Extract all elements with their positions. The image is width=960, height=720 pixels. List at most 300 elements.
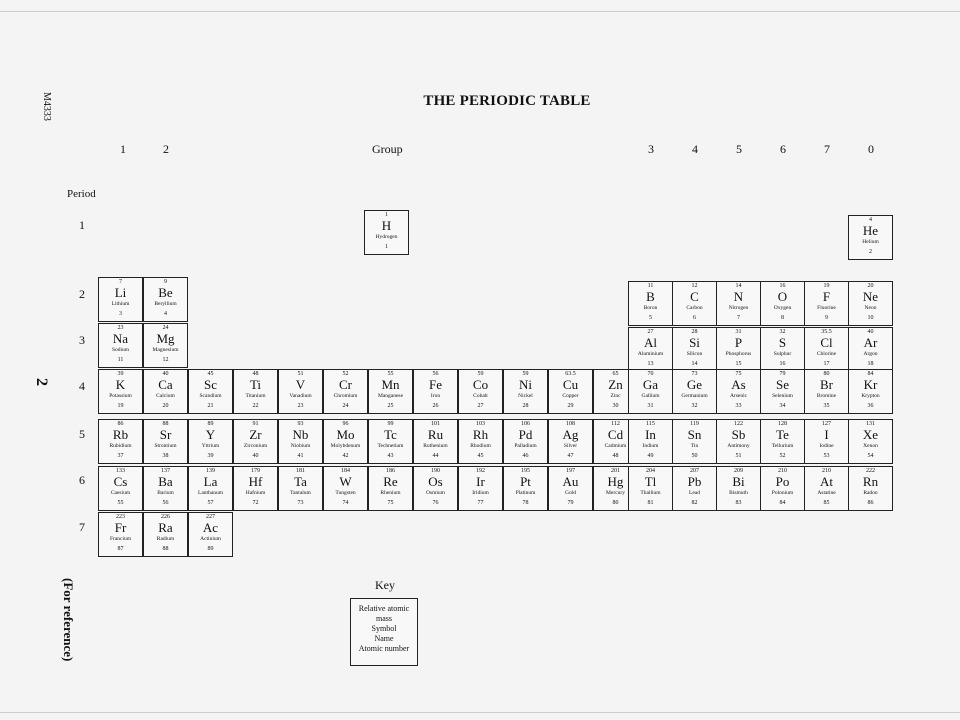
- element-mass: 89: [207, 421, 214, 427]
- element-name: Barium: [157, 490, 174, 496]
- element-name: Hafnium: [245, 490, 266, 496]
- element-mass: 80: [823, 371, 830, 377]
- element-number: 9: [825, 315, 828, 321]
- element-mass: 23: [117, 325, 124, 331]
- element-cell-o: [760, 281, 805, 326]
- element-number: 54: [867, 453, 874, 459]
- element-number: 80: [612, 500, 619, 506]
- element-cell-al: [628, 327, 673, 372]
- element-number: 15: [735, 361, 742, 367]
- element-number: 75: [387, 500, 394, 506]
- element-mass: 101: [431, 421, 440, 427]
- element-symbol: Xe: [862, 427, 879, 442]
- element-cell-b: [628, 281, 673, 326]
- element-name: Selenium: [772, 393, 793, 399]
- element-name: Vanadium: [289, 393, 312, 399]
- element-name: Bromine: [816, 393, 837, 399]
- element-cell-pt: [503, 466, 548, 511]
- element-number: 21: [207, 403, 214, 409]
- element-symbol: Sb: [731, 427, 746, 442]
- element-name: Magnesium: [152, 347, 179, 353]
- element-name: Beryllium: [154, 301, 177, 307]
- element-mass: 39: [117, 371, 124, 377]
- element-mass: 75: [735, 371, 742, 377]
- element-name: Silver: [563, 443, 578, 449]
- element-symbol: Ti: [249, 377, 262, 392]
- element-cell-be: [143, 277, 188, 322]
- element-name: Cobalt: [473, 393, 488, 399]
- element-cell-nb: [278, 419, 323, 464]
- key-line-number: Atomic number: [358, 644, 410, 653]
- element-cell-fe: [413, 369, 458, 414]
- element-cell-sr: [143, 419, 188, 464]
- element-symbol: Mo: [336, 427, 355, 442]
- element-number: 44: [432, 453, 439, 459]
- element-cell-co: [458, 369, 503, 414]
- element-cell-cs: [98, 466, 143, 511]
- element-cell-f: [804, 281, 849, 326]
- element-cell-ar: [848, 327, 893, 372]
- element-symbol: Be: [158, 285, 173, 300]
- element-symbol: Cr: [339, 377, 352, 392]
- element-name: Sulphur: [773, 351, 792, 357]
- group-number: 2: [163, 142, 169, 156]
- element-cell-as: [716, 369, 761, 414]
- element-name: Radon: [863, 490, 878, 496]
- element-symbol: Re: [383, 474, 398, 489]
- element-cell-mo: [323, 419, 368, 464]
- element-cell-re: [368, 466, 413, 511]
- element-number: 43: [387, 453, 394, 459]
- element-cell-sc: [188, 369, 233, 414]
- element-cell-po: [760, 466, 805, 511]
- element-number: 56: [162, 500, 169, 506]
- key-title: Key: [375, 578, 395, 592]
- element-symbol: Ac: [202, 520, 219, 535]
- element-cell-fr: [98, 512, 143, 557]
- element-cell-ni: [503, 369, 548, 414]
- element-mass: 222: [866, 468, 875, 474]
- element-number: 84: [779, 500, 786, 506]
- element-name: Zinc: [610, 393, 621, 399]
- element-number: 49: [647, 453, 654, 459]
- element-cell-ta: [278, 466, 323, 511]
- element-symbol: Ag: [562, 427, 579, 442]
- element-name: Rhodium: [470, 443, 491, 449]
- element-cell-cr: [323, 369, 368, 414]
- element-symbol: Hg: [607, 474, 624, 489]
- period-number: 7: [79, 520, 85, 534]
- element-name: Arsenic: [729, 393, 748, 399]
- element-name: Boron: [643, 305, 658, 311]
- element-mass: 56: [432, 371, 439, 377]
- element-name: Palladium: [514, 443, 537, 449]
- element-name: Lead: [689, 490, 700, 496]
- element-number: 37: [117, 453, 124, 459]
- element-symbol: Br: [820, 377, 833, 392]
- element-cell-s: [760, 327, 805, 372]
- element-symbol: Rb: [112, 427, 129, 442]
- element-symbol: Ne: [862, 289, 879, 304]
- element-cell-sn: [672, 419, 717, 464]
- element-cell-rh: [458, 419, 503, 464]
- element-name: Actinium: [200, 536, 221, 542]
- element-mass: 115: [646, 421, 655, 427]
- element-name: Indium: [642, 443, 659, 449]
- element-number: 85: [823, 500, 830, 506]
- element-cell-ca: [143, 369, 188, 414]
- element-number: 20: [162, 403, 169, 409]
- element-number: 55: [117, 500, 124, 506]
- element-cell-la: [188, 466, 233, 511]
- element-symbol: Co: [472, 377, 489, 392]
- element-cell-hf: [233, 466, 278, 511]
- element-number: 41: [297, 453, 304, 459]
- page-title: THE PERIODIC TABLE: [423, 93, 591, 109]
- element-mass: 209: [734, 468, 743, 474]
- element-number: 42: [342, 453, 349, 459]
- element-mass: 133: [116, 468, 125, 474]
- element-mass: 122: [734, 421, 743, 427]
- key-line-symbol: Symbol: [371, 624, 397, 633]
- element-number: 38: [162, 453, 169, 459]
- element-mass: 88: [162, 421, 169, 427]
- element-mass: 79: [779, 371, 786, 377]
- scan-edge-top: [0, 11, 960, 12]
- group-number: 5: [736, 142, 742, 156]
- element-name: Lithium: [111, 301, 130, 307]
- element-name: Carbon: [686, 305, 703, 311]
- element-cell-n: [716, 281, 761, 326]
- element-symbol: V: [295, 377, 306, 392]
- element-cell-zr: [233, 419, 278, 464]
- element-cell-in: [628, 419, 673, 464]
- element-symbol: C: [690, 289, 699, 304]
- element-mass: 40: [162, 371, 169, 377]
- element-number: 81: [647, 500, 654, 506]
- element-symbol: Ca: [158, 377, 173, 392]
- element-mass: 55: [387, 371, 394, 377]
- element-symbol: Zn: [608, 377, 623, 392]
- element-name: Cadmium: [604, 443, 627, 449]
- element-symbol: Mn: [381, 377, 400, 392]
- element-mass: 108: [566, 421, 575, 427]
- element-number: 79: [567, 500, 574, 506]
- period-label: Period: [67, 188, 96, 200]
- element-symbol: Na: [112, 331, 129, 346]
- group-number: 0: [868, 142, 874, 156]
- element-mass: 137: [161, 468, 170, 474]
- element-name: Ruthenium: [423, 443, 448, 449]
- element-name: Xenon: [863, 443, 878, 449]
- element-number: 40: [252, 453, 259, 459]
- element-mass: 9: [164, 279, 167, 285]
- element-cell-rn: [848, 466, 893, 511]
- element-symbol: Te: [776, 427, 789, 442]
- element-cell-kr: [848, 369, 893, 414]
- element-number: 35: [823, 403, 830, 409]
- element-number: 5: [649, 315, 652, 321]
- element-name: Titanium: [245, 393, 266, 399]
- element-cell-pd: [503, 419, 548, 464]
- element-number: 14: [691, 361, 698, 367]
- element-number: 32: [691, 403, 698, 409]
- element-name: Krypton: [861, 393, 880, 399]
- element-number: 24: [342, 403, 349, 409]
- element-mass: 73: [691, 371, 698, 377]
- element-cell-v: [278, 369, 323, 414]
- element-number: 78: [522, 500, 529, 506]
- element-symbol: Mg: [156, 331, 175, 346]
- element-name: Astatine: [817, 490, 836, 496]
- element-symbol: K: [115, 377, 126, 392]
- element-name: Tungsten: [335, 490, 356, 496]
- element-number: 19: [117, 403, 124, 409]
- element-cell-xe: [848, 419, 893, 464]
- element-symbol: Pb: [687, 474, 702, 489]
- element-cell-ru: [413, 419, 458, 464]
- element-symbol: Os: [428, 474, 443, 489]
- element-name: Radium: [156, 536, 175, 542]
- group-number: 6: [780, 142, 786, 156]
- element-cell-tc: [368, 419, 413, 464]
- element-number: 18: [867, 361, 874, 367]
- element-symbol: Sr: [159, 427, 172, 442]
- element-name: Gold: [565, 490, 576, 496]
- element-mass: 192: [476, 468, 485, 474]
- element-cell-ac: [188, 512, 233, 557]
- element-symbol: F: [822, 289, 831, 304]
- element-number: 45: [477, 453, 484, 459]
- element-symbol: Ge: [686, 377, 703, 392]
- element-symbol: W: [339, 474, 352, 489]
- element-mass: 99: [387, 421, 394, 427]
- element-mass: 11: [647, 283, 654, 289]
- element-number: 83: [735, 500, 742, 506]
- group-number: 7: [824, 142, 830, 156]
- element-cell-si: [672, 327, 717, 372]
- element-symbol: Al: [644, 335, 657, 350]
- element-symbol: As: [731, 377, 746, 392]
- element-cell-ti: [233, 369, 278, 414]
- element-cell-rb: [98, 419, 143, 464]
- element-mass: 112: [611, 421, 620, 427]
- element-number: 73: [297, 500, 304, 506]
- element-symbol: Sc: [204, 377, 217, 392]
- period-number: 5: [79, 427, 85, 441]
- element-cell-pb: [672, 466, 717, 511]
- element-mass: 227: [206, 514, 215, 520]
- element-number: 86: [867, 500, 874, 506]
- element-cell-p: [716, 327, 761, 372]
- element-cell-te: [760, 419, 805, 464]
- element-number: 2: [869, 249, 872, 255]
- element-mass: 1: [385, 212, 388, 218]
- element-mass: 86: [117, 421, 124, 427]
- element-name: Neon: [864, 305, 877, 311]
- element-symbol: Ni: [519, 377, 532, 392]
- element-name: Tin: [690, 443, 699, 449]
- element-cell-au: [548, 466, 593, 511]
- element-mass: 127: [822, 421, 831, 427]
- element-mass: 45: [207, 371, 214, 377]
- element-cell-he: [848, 215, 893, 260]
- element-name: Iodine: [819, 443, 834, 449]
- element-name: Copper: [562, 393, 579, 399]
- element-symbol: He: [862, 223, 879, 238]
- element-mass: 12: [691, 283, 698, 289]
- element-name: Platinum: [515, 490, 536, 496]
- element-mass: 32: [779, 329, 786, 335]
- period-number: 6: [79, 473, 85, 487]
- element-cell-ga: [628, 369, 673, 414]
- element-number: 51: [735, 453, 742, 459]
- element-symbol: At: [820, 474, 833, 489]
- element-name: Francium: [109, 536, 132, 542]
- element-cell-k: [98, 369, 143, 414]
- element-name: Iridium: [472, 490, 489, 496]
- element-name: Chlorine: [816, 351, 837, 357]
- element-mass: 16: [779, 283, 786, 289]
- element-symbol: S: [778, 335, 787, 350]
- group-number: 1: [120, 142, 126, 156]
- element-mass: 65: [612, 371, 619, 377]
- element-symbol: Sn: [687, 427, 702, 442]
- element-mass: 59: [477, 371, 484, 377]
- element-number: 25: [387, 403, 394, 409]
- element-symbol: Ir: [476, 474, 485, 489]
- element-cell-mg: [143, 323, 188, 368]
- element-cell-c: [672, 281, 717, 326]
- element-name: Caesium: [110, 490, 131, 496]
- element-symbol: Ga: [642, 377, 659, 392]
- element-mass: 7: [119, 279, 122, 285]
- element-cell-bi: [716, 466, 761, 511]
- element-number: 39: [207, 453, 214, 459]
- element-number: 27: [477, 403, 484, 409]
- group-number: 3: [648, 142, 654, 156]
- element-number: 46: [522, 453, 529, 459]
- element-symbol: Zr: [249, 427, 262, 442]
- element-name: Phosphorus: [725, 351, 752, 357]
- element-symbol: O: [777, 289, 788, 304]
- element-number: 57: [207, 500, 214, 506]
- element-name: Helium: [862, 239, 879, 245]
- element-number: 36: [867, 403, 874, 409]
- element-mass: 179: [251, 468, 260, 474]
- element-number: 87: [117, 546, 124, 552]
- element-name: Tellurium: [771, 443, 794, 449]
- element-mass: 27: [647, 329, 654, 335]
- element-symbol: Fr: [114, 520, 127, 535]
- page-number: 2: [33, 378, 50, 386]
- element-number: 47: [567, 453, 574, 459]
- element-name: Oxygen: [773, 305, 792, 311]
- element-cell-sb: [716, 419, 761, 464]
- element-name: Tantalum: [290, 490, 311, 496]
- element-mass: 201: [611, 468, 620, 474]
- element-symbol: Au: [562, 474, 579, 489]
- element-cell-ne: [848, 281, 893, 326]
- element-mass: 63.5: [565, 371, 576, 377]
- element-cell-ir: [458, 466, 503, 511]
- margin-code: M4333: [41, 92, 52, 121]
- key-line-name: Name: [374, 634, 394, 643]
- group-label: Group: [372, 142, 403, 156]
- element-mass: 195: [521, 468, 530, 474]
- element-symbol: P: [734, 335, 743, 350]
- element-cell-ge: [672, 369, 717, 414]
- period-number: 3: [79, 333, 85, 347]
- element-mass: 28: [691, 329, 698, 335]
- element-number: 16: [779, 361, 786, 367]
- element-number: 72: [252, 500, 259, 506]
- element-cell-at: [804, 466, 849, 511]
- element-mass: 4: [869, 217, 872, 223]
- element-symbol: Po: [775, 474, 790, 489]
- element-symbol: Kr: [863, 377, 878, 392]
- element-cell-i: [804, 419, 849, 464]
- element-name: Iron: [430, 393, 441, 399]
- element-cell-mn: [368, 369, 413, 414]
- element-symbol: Cl: [820, 335, 833, 350]
- element-symbol: Pd: [518, 427, 533, 442]
- element-symbol: Y: [205, 427, 216, 442]
- element-symbol: Bi: [732, 474, 745, 489]
- element-cell-h: [364, 210, 409, 255]
- element-mass: 184: [341, 468, 350, 474]
- element-number: 34: [779, 403, 786, 409]
- element-number: 52: [779, 453, 786, 459]
- key-line-mass-2: mass: [376, 614, 392, 623]
- element-number: 12: [162, 357, 169, 363]
- element-mass: 128: [778, 421, 787, 427]
- element-symbol: H: [381, 218, 392, 233]
- element-number: 33: [735, 403, 742, 409]
- element-mass: 119: [690, 421, 699, 427]
- element-mass: 84: [867, 371, 874, 377]
- element-number: 11: [117, 357, 124, 363]
- element-name: Technetium: [377, 443, 404, 449]
- element-name: Mercury: [606, 490, 625, 496]
- period-number: 4: [79, 379, 85, 393]
- element-number: 10: [867, 315, 874, 321]
- element-number: 26: [432, 403, 439, 409]
- element-name: Bismuth: [729, 490, 748, 496]
- element-symbol: Ru: [427, 427, 444, 442]
- element-number: 30: [612, 403, 619, 409]
- element-number: 74: [342, 500, 349, 506]
- element-mass: 207: [690, 468, 699, 474]
- element-number: 88: [162, 546, 169, 552]
- element-symbol: Si: [689, 335, 700, 350]
- period-number: 1: [79, 218, 85, 232]
- element-symbol: Pt: [520, 474, 531, 489]
- element-name: Potassium: [109, 393, 132, 399]
- element-mass: 210: [822, 468, 831, 474]
- element-number: 3: [119, 311, 122, 317]
- element-mass: 59: [522, 371, 529, 377]
- reference-note: (For reference): [61, 578, 76, 662]
- element-name: Nickel: [518, 393, 533, 399]
- element-mass: 103: [476, 421, 485, 427]
- element-cell-na: [98, 323, 143, 368]
- element-number: 13: [647, 361, 654, 367]
- element-mass: 210: [778, 468, 787, 474]
- element-symbol: Hf: [248, 474, 263, 489]
- element-mass: 14: [735, 283, 742, 289]
- element-mass: 190: [431, 468, 440, 474]
